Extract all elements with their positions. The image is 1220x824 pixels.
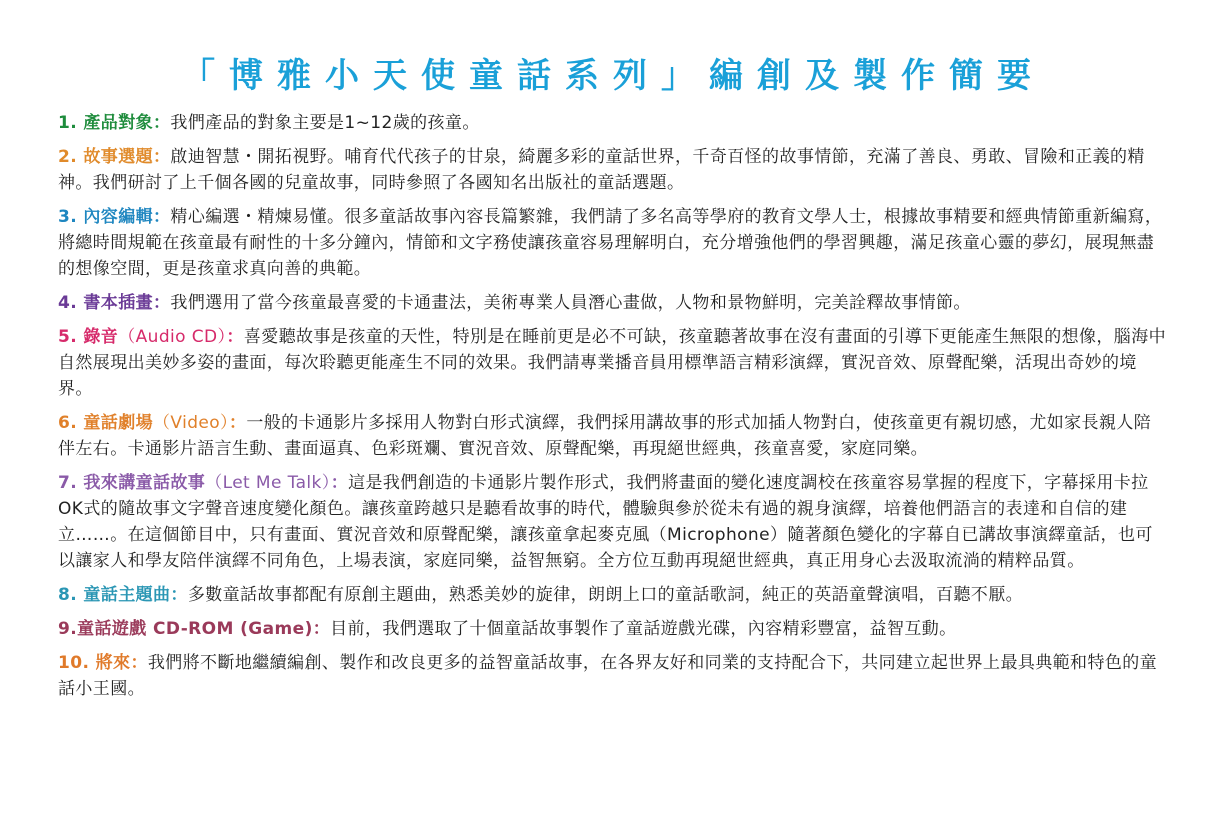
- section-label: 6. 童話劇場: [58, 413, 154, 433]
- section-colon: ：: [130, 653, 148, 673]
- section-label-sub: （Video）: [153, 413, 229, 433]
- section-colon: ：: [226, 327, 244, 347]
- section-text: 啟迪智慧・開拓視野。哺育代代孩子的甘泉，綺麗多彩的童話世界，千奇百怪的故事情節，充滿了善良、勇敢、冒險和正義的精神。我們研討了上千個各國的兒童故事，同時參照了各國知名出版社的童話選題。: [58, 147, 1145, 193]
- section-colon: ：: [153, 293, 171, 313]
- sections-list: [58, 110, 1168, 702]
- section-label: 2. 故事選題: [58, 147, 154, 167]
- section-label-sub: （Audio CD）: [118, 327, 227, 347]
- document-page: [58, 50, 1168, 710]
- section-label-sub: （Let Me Talk）: [205, 473, 331, 493]
- section-3: [58, 204, 1168, 282]
- section-6: [58, 410, 1168, 462]
- section-colon: ：: [153, 147, 171, 167]
- section-label: 7. 我來講童話故事: [58, 473, 206, 493]
- section-text: 一般的卡通影片多採用人物對白形式演繹，我們採用講故事的形式加插人物對白，使孩童更有親切感，尤如家長親人陪伴左右。卡通影片語言生動、畫面逼真、色彩斑斕、實況音效、原聲配樂，再現絕世經典，孩童喜愛，家庭同樂。: [58, 413, 1152, 459]
- section-label: 9.童話遊戲 CD-ROM (Game): [58, 619, 313, 639]
- section-colon: ：: [330, 473, 349, 493]
- section-text: 我們將不斷地繼續編創、製作和改良更多的益智童話故事，在各界友好和同業的支持配合下，共同建立起世界上最具典範和特色的童話小王國。: [58, 653, 1158, 699]
- section-9: [58, 616, 1168, 642]
- section-2: [58, 144, 1168, 196]
- section-label: 1. 產品對象: [58, 113, 154, 133]
- section-text: 目前，我們選取了十個童話故事製作了童話遊戲光碟，內容精彩豐富，益智互動。: [330, 619, 957, 639]
- section-10: [58, 650, 1168, 702]
- section-colon: ：: [153, 207, 171, 227]
- section-text: 精心編選・精煉易懂。很多童話故事內容長篇繁雜，我們請了多名高等學府的教育文學人士，根據故事精要和經典情節重新編寫，將總時間規範在孩童最有耐性的十多分鐘內，情節和文字務使讓孩童容易理解明白，充分增強他們的學習興趣，滿足孩童心靈的夢幻，展現無盡的想像空間，更是孩童求真向善的典範。: [58, 207, 1163, 279]
- page-title: 「博雅小天使童話系列」編創及製作簡要: [181, 56, 1045, 96]
- section-8: [58, 582, 1168, 608]
- section-colon: ：: [170, 585, 188, 605]
- section-colon: ：: [153, 113, 171, 133]
- section-1: [58, 110, 1168, 136]
- section-text: 喜愛聽故事是孩童的天性，特別是在睡前更是必不可缺，孩童聽著故事在沒有畫面的引導下更能產生無限的想像，腦海中自然展現出美妙多姿的畫面，每次聆聽更能產生不同的效果。我們請專業播音員用標準語言精彩演繹，實況音效、原聲配樂，活現出奇妙的境界。: [58, 327, 1167, 399]
- section-4: [58, 290, 1168, 316]
- section-label: 4. 書本插畫: [58, 293, 154, 313]
- section-label: 10. 將來: [58, 653, 131, 673]
- section-label: 8. 童話主題曲: [58, 585, 171, 605]
- section-colon: ：: [228, 413, 247, 433]
- section-text: 我們選用了當今孩童最喜愛的卡通畫法，美術專業人員潛心畫做，人物和景物鮮明，完美詮釋故事情節。: [170, 293, 971, 313]
- section-label: 5. 錄音: [58, 327, 119, 347]
- section-colon: ：: [312, 619, 331, 639]
- section-text: 我們產品的對象主要是1~12歲的孩童。: [170, 113, 480, 133]
- section-text: 這是我們創造的卡通影片製作形式，我們將畫面的變化速度調校在孩童容易掌握的程度下，字幕採用卡拉OK式的隨故事文字聲音速度變化顏色。讓孩童跨越只是聽看故事的時代，體驗與參於從未有過的親身演繹，培養他們語言的表達和自信的建立……。在這個節目中，只有畫面、實況音效和原聲配樂，讓孩童拿起麥克風（Microphone）隨著顏色變化的字幕自已講故事演繹童話，也可以讓家人和學友陪伴演繹不同角色，上場表演，家庭同樂，益智無窮。全方位互動再現絕世經典，真正用身心去汲取流淌的精粹品質。: [58, 473, 1153, 571]
- section-label: 3. 內容編輯: [58, 207, 154, 227]
- section-5: [58, 324, 1168, 402]
- section-text: 多數童話故事都配有原創主題曲，熟悉美妙的旋律，朗朗上口的童話歌詞，純正的英語童聲演唱，百聽不厭。: [187, 585, 1024, 605]
- section-7: [58, 470, 1168, 574]
